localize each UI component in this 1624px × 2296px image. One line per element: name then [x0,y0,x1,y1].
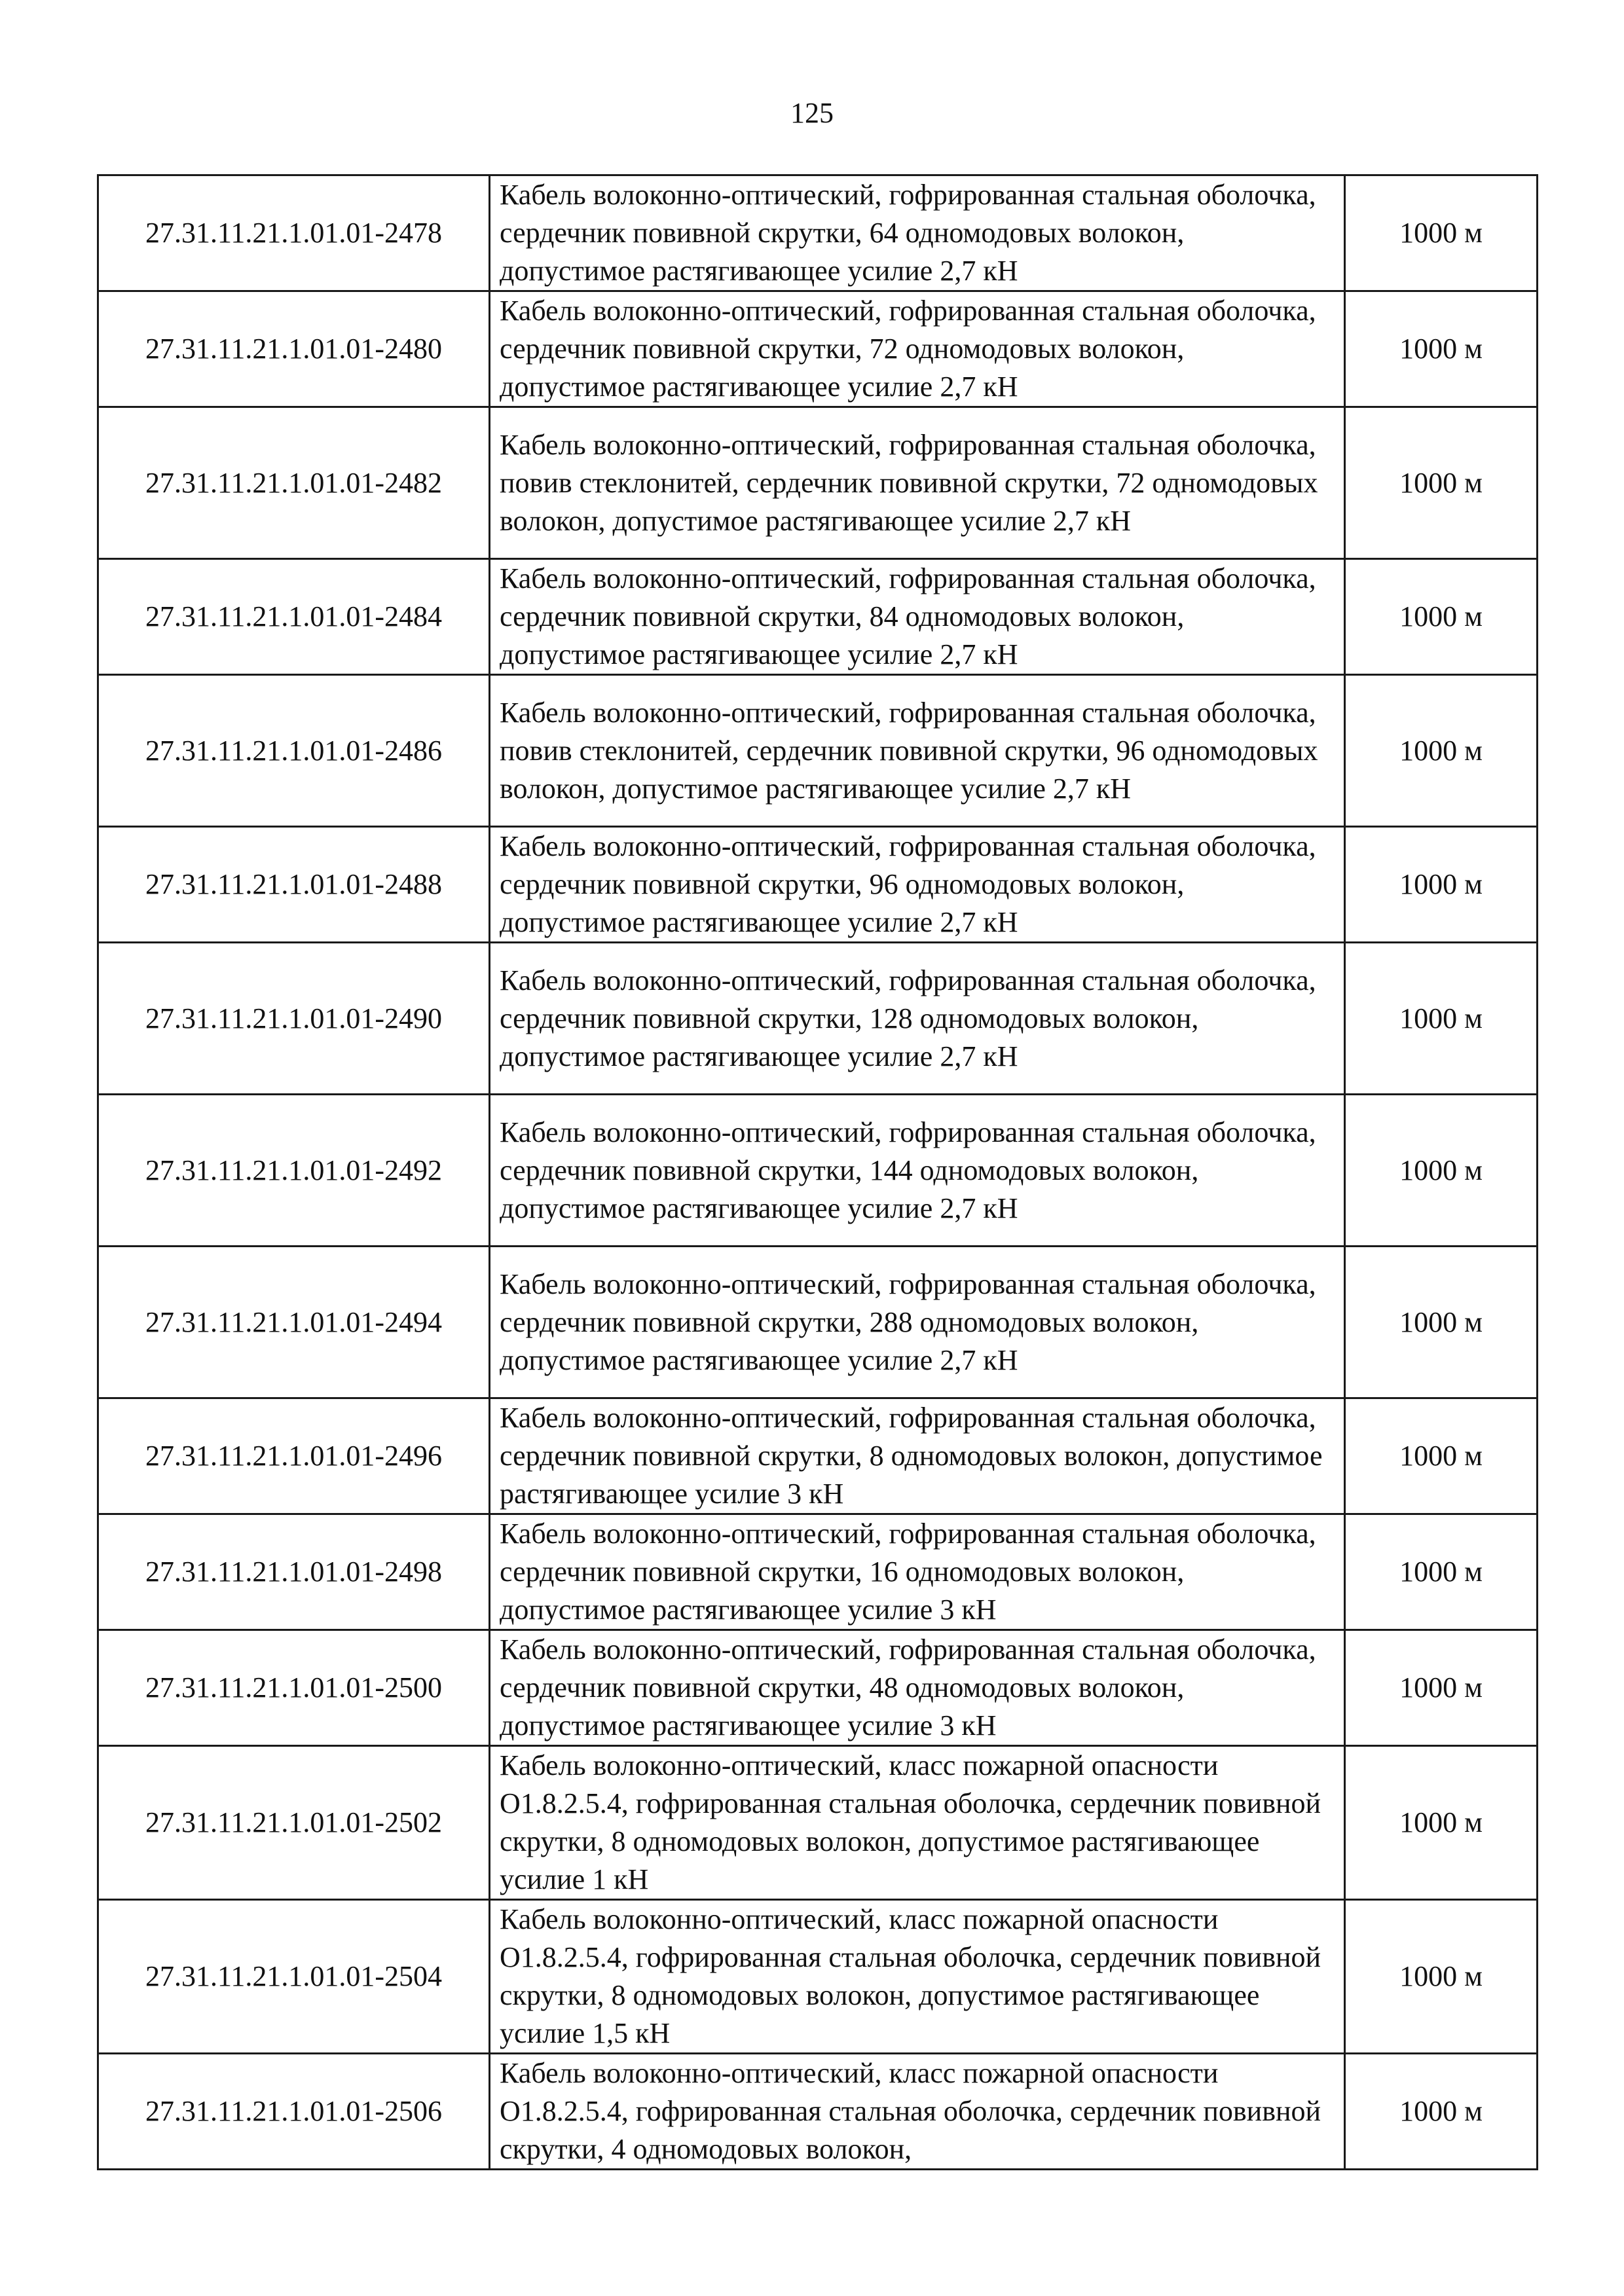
page-number: 125 [790,97,834,129]
row-code: 27.31.11.21.1.01.01-2486 [98,675,490,827]
row-description-text: Кабель волоконно-оптический, класс пожарной опасности О1.8.2.5.4, гофрированная стальная оболочка, сердечник повивной скрутки, 4 одномодовых волокон, [500,2057,1321,2165]
row-description-text: Кабель волоконно-оптический, гофрированная стальная оболочка, сердечник повивной скрутки, 8 одномодовых волокон, допустимое растягивающее усилие 3 кН [500,1402,1323,1510]
row-code: 27.31.11.21.1.01.01-2502 [98,1746,490,1900]
row-description-text: Кабель волоконно-оптический, гофрированная стальная оболочка, повив стеклонитей, сердечник повивной скрутки, 96 одномодовых волокон, допустимое растягивающее усилие 2,7 кН [500,696,1318,805]
table-row [98,1247,1538,1398]
row-code: 27.31.11.21.1.01.01-2478 [98,175,490,291]
row-description-text: Кабель волоконно-оптический, гофрированная стальная оболочка, сердечник повивной скрутки, 96 одномодовых волокон, допустимое растягивающее усилие 2,7 кН [500,830,1316,938]
row-description [490,1095,1345,1247]
row-description-text: Кабель волоконно-оптический, гофрированная стальная оболочка, сердечник повивной скрутки, 16 одномодовых волокон, допустимое растягивающее усилие 3 кН [500,1518,1316,1626]
row-description [490,559,1345,675]
table-row [98,1514,1538,1630]
row-code: 27.31.11.21.1.01.01-2484 [98,559,490,675]
table-row [98,1746,1538,1900]
row-description-text: Кабель волоконно-оптический, класс пожарной опасности О1.8.2.5.4, гофрированная стальная оболочка, сердечник повивной скрутки, 8 одномодовых волокон, допустимое растягивающее усилие 1 кН [500,1749,1321,1895]
row-code: 27.31.11.21.1.01.01-2480 [98,291,490,407]
table-row [98,407,1538,559]
table-row [98,1900,1538,2054]
table-row [98,1398,1538,1514]
row-unit: 1000 м [1345,675,1538,827]
row-code: 27.31.11.21.1.01.01-2498 [98,1514,490,1630]
row-code: 27.31.11.21.1.01.01-2492 [98,1095,490,1247]
row-unit: 1000 м [1345,1398,1538,1514]
row-description [490,675,1345,827]
row-description [490,291,1345,407]
row-unit: 1000 м [1345,827,1538,943]
row-description [490,1247,1345,1398]
row-code: 27.31.11.21.1.01.01-2506 [98,2054,490,2170]
row-description [490,1514,1345,1630]
row-code: 27.31.11.21.1.01.01-2504 [98,1900,490,2054]
row-description-text: Кабель волоконно-оптический, гофрированная стальная оболочка, сердечник повивной скрутки, 128 одномодовых волокон, допустимое растягивающее усилие 2,7 кН [500,964,1316,1072]
row-description [490,1398,1345,1514]
row-description [490,1630,1345,1746]
row-description [490,407,1345,559]
table-row [98,2054,1538,2170]
row-description-text: Кабель волоконно-оптический, класс пожарной опасности О1.8.2.5.4, гофрированная стальная оболочка, сердечник повивной скрутки, 8 одномодовых волокон, допустимое растягивающее усилие 1,5 кН [500,1903,1321,2049]
row-description [490,827,1345,943]
table-row [98,827,1538,943]
row-code: 27.31.11.21.1.01.01-2488 [98,827,490,943]
row-unit: 1000 м [1345,175,1538,291]
row-unit: 1000 м [1345,1247,1538,1398]
row-unit: 1000 м [1345,1746,1538,1900]
row-description-text: Кабель волоконно-оптический, гофрированная стальная оболочка, сердечник повивной скрутки, 144 одномодовых волокон, допустимое растягивающее усилие 2,7 кН [500,1116,1316,1224]
row-unit: 1000 м [1345,559,1538,675]
row-description [490,175,1345,291]
table-row [98,675,1538,827]
row-description-text: Кабель волоконно-оптический, гофрированная стальная оболочка, сердечник повивной скрутки, 84 одномодовых волокон, допустимое растягивающее усилие 2,7 кН [500,562,1316,670]
row-code: 27.31.11.21.1.01.01-2496 [98,1398,490,1514]
row-unit: 1000 м [1345,2054,1538,2170]
row-description [490,943,1345,1095]
row-code: 27.31.11.21.1.01.01-2482 [98,407,490,559]
row-description [490,1900,1345,2054]
row-unit: 1000 м [1345,407,1538,559]
row-description-text: Кабель волоконно-оптический, гофрированная стальная оболочка, сердечник повивной скрутки, 48 одномодовых волокон, допустимое растягивающее усилие 3 кН [500,1633,1316,1741]
table-row [98,943,1538,1095]
row-description-text: Кабель волоконно-оптический, гофрированная стальная оболочка, сердечник повивной скрутки, 288 одномодовых волокон, допустимое растягивающее усилие 2,7 кН [500,1267,1316,1376]
row-unit: 1000 м [1345,1514,1538,1630]
row-unit: 1000 м [1345,1095,1538,1247]
row-code: 27.31.11.21.1.01.01-2494 [98,1247,490,1398]
table-row [98,175,1538,291]
row-description [490,1746,1345,1900]
row-description-text: Кабель волоконно-оптический, гофрированная стальная оболочка, повив стеклонитей, сердечник повивной скрутки, 72 одномодовых волокон, допустимое растягивающее усилие 2,7 кН [500,428,1318,537]
row-unit: 1000 м [1345,943,1538,1095]
row-unit: 1000 м [1345,1900,1538,2054]
row-description [490,2054,1345,2170]
row-description-text: Кабель волоконно-оптический, гофрированная стальная оболочка, сердечник повивной скрутки, 72 одномодовых волокон, допустимое растягивающее усилие 2,7 кН [500,295,1316,403]
row-unit: 1000 м [1345,1630,1538,1746]
table-row [98,291,1538,407]
row-code: 27.31.11.21.1.01.01-2490 [98,943,490,1095]
table-row [98,559,1538,675]
table-row [98,1095,1538,1247]
row-unit: 1000 м [1345,291,1538,407]
table-row [98,1630,1538,1746]
row-code: 27.31.11.21.1.01.01-2500 [98,1630,490,1746]
resource-table [97,174,1538,2170]
row-description-text: Кабель волоконно-оптический, гофрированная стальная оболочка, сердечник повивной скрутки, 64 одномодовых волокон, допустимое растягивающее усилие 2,7 кН [500,179,1316,287]
